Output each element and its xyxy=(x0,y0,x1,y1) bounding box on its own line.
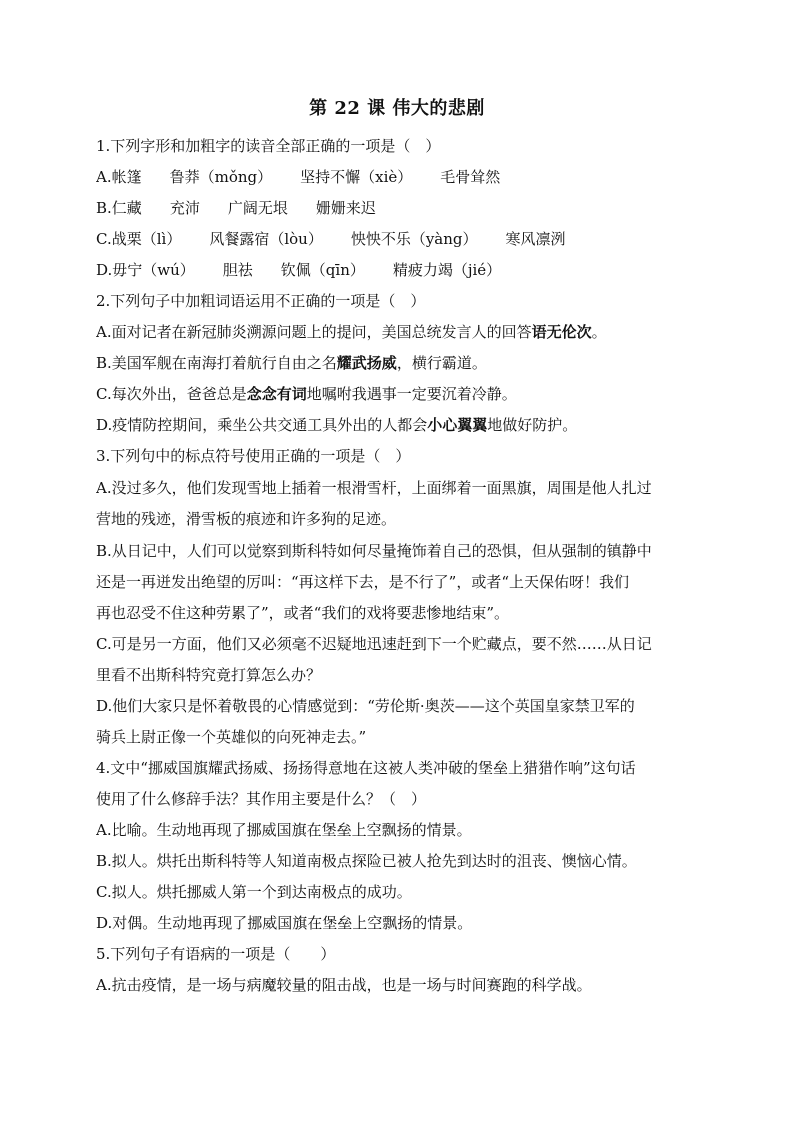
option-text: 地嘱咐我遇事一定要沉着冷静。 xyxy=(306,385,517,403)
q1-option-b xyxy=(96,198,696,218)
q1-b-item-1: 仁藏 xyxy=(111,199,142,217)
q1-c-item-2: 风餐露宿（lòu） xyxy=(209,230,323,248)
q4-stem-line-2: 使用了什么修辞手法？其作用主要是什么？（ ） xyxy=(96,790,427,808)
q4-option-a: A.比喻。生动地再现了挪威国旗在堡垒上空飘扬的情景。 xyxy=(96,821,472,839)
q1-a-item-4: 毛骨耸然 xyxy=(440,168,501,186)
option-text: 地做好防护。 xyxy=(487,416,578,434)
bold-phrase: 语无伦次 xyxy=(531,323,592,341)
option-text: D.疫情防控期间，乘坐公共交通工具外出的人都会 xyxy=(96,416,428,434)
q1-b-item-2: 充沛 xyxy=(169,199,200,217)
q3-option-a-line-1: A.没过多久，他们发现雪地上插着一根滑雪杆，上面绑着一面黑旗，周围是他人扎过 xyxy=(96,479,652,497)
page-title: 第 22 课 伟大的悲剧 xyxy=(309,98,485,119)
q3-option-c-line-1: C.可是另一方面，他们又必须毫不迟疑地迅速赶到下一个贮藏点，要不然……从日记 xyxy=(96,635,652,653)
q2-stem: 2.下列句子中加粗词语运用不正确的一项是（ ） xyxy=(96,292,426,310)
q3-option-d-line-2: 骑兵上尉正像一个英雄似的向死神走去。” xyxy=(96,728,367,746)
q1-a-item-3: 坚持不懈（xiè） xyxy=(300,168,413,186)
bold-phrase: 耀武扬威 xyxy=(336,354,397,372)
q4-stem-line-1: 4.文中“挪威国旗耀武扬威、扬扬得意地在这被人类冲破的堡垒上猎猎作响”这句话 xyxy=(96,759,636,777)
q1-d-item-2: 胆祛 xyxy=(222,261,253,279)
option-label: B. xyxy=(96,199,112,217)
q2-option-a xyxy=(96,322,696,342)
q3-option-b-line-1: B.从日记中，人们可以觉察到斯科特如何尽量掩饰着自己的恐惧，但从强制的镇静中 xyxy=(96,542,652,560)
q3-option-d-line-1: D.他们大家只是怀着敬畏的心情感觉到：“劳伦斯·奥茨——这个英国皇家禁卫军的 xyxy=(96,697,635,715)
option-text: 。 xyxy=(591,323,607,341)
q1-d-item-4: 精疲力竭（jié） xyxy=(392,261,502,279)
option-label: C. xyxy=(96,230,112,248)
q1-option-a xyxy=(96,167,696,187)
q1-b-item-4: 姗姗来迟 xyxy=(315,199,376,217)
q4-option-d: D.对偶。生动地再现了挪威国旗在堡垒上空飘扬的情景。 xyxy=(96,914,473,932)
q1-a-item-1: 帐篷 xyxy=(111,168,142,186)
q1-c-item-4: 寒风凛洌 xyxy=(505,230,566,248)
bold-phrase: 小心翼翼 xyxy=(427,416,488,434)
q1-stem: 1.下列字形和加粗字的读音全部正确的一项是（ ） xyxy=(96,137,441,155)
q2-option-b xyxy=(96,353,696,373)
q1-c-item-1: 战栗（lì） xyxy=(111,230,182,248)
q4-option-b: B.拟人。烘托出斯科特等人知道南极点探险已被人抢先到达时的沮丧、懊恼心情。 xyxy=(96,852,637,870)
q5-stem: 5.下列句子有语病的一项是（ ） xyxy=(96,945,336,963)
option-label: A. xyxy=(96,168,112,186)
q3-option-b-line-3: 再也忍受不住这种劳累了”，或者“我们的戏将要悲惨地结束”。 xyxy=(96,604,510,622)
q3-option-a-line-2: 营地的残迹，滑雪板的痕迹和许多狗的足迹。 xyxy=(96,510,397,528)
q3-option-c-line-2: 里看不出斯科特究竟打算怎么办？ xyxy=(96,666,322,684)
q1-d-item-3: 钦佩（qīn） xyxy=(280,261,365,279)
option-text: B.美国军舰在南海打着航行自由之名 xyxy=(96,354,337,372)
bold-phrase: 念念有词 xyxy=(246,385,307,403)
q1-b-item-3: 广阔无垠 xyxy=(227,199,288,217)
option-text: ，横行霸道。 xyxy=(396,354,487,372)
q5-option-a: A.抗击疫情，是一场与病魔较量的阻击战，也是一场与时间赛跑的科学战。 xyxy=(96,976,592,994)
q1-a-item-2: 鲁莽（mǒng） xyxy=(169,168,273,186)
option-text: C.每次外出，爸爸总是 xyxy=(96,385,247,403)
q3-option-b-line-2: 还是一再迸发出绝望的厉叫：“再这样下去，是不行了”，或者“上天保佑呀！我们 xyxy=(96,573,630,591)
q1-option-d xyxy=(96,260,696,280)
q2-option-d xyxy=(96,415,696,435)
q1-d-item-1: 毋宁（wú） xyxy=(112,261,195,279)
q4-option-c: C.拟人。烘托挪威人第一个到达南极点的成功。 xyxy=(96,883,412,901)
option-text: A.面对记者在新冠肺炎溯源问题上的提问，美国总统发言人的回答 xyxy=(96,323,532,341)
q2-option-c xyxy=(96,384,696,404)
q3-stem: 3.下列句中的标点符号使用正确的一项是（ ） xyxy=(96,447,411,465)
option-label: D. xyxy=(96,261,113,279)
q1-option-c xyxy=(96,229,696,249)
q1-c-item-3: 怏怏不乐（yàng） xyxy=(350,230,478,248)
